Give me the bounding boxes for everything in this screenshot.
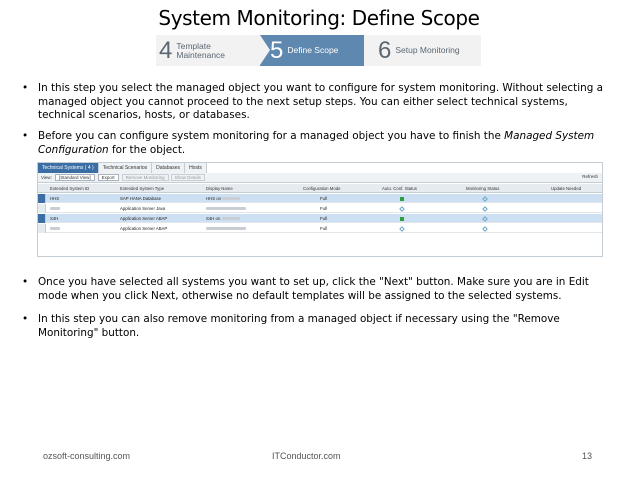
- system-type-cell: SAP HANA Database: [120, 196, 162, 201]
- monitoring-status-icon: [482, 206, 488, 212]
- redacted-text: [222, 197, 240, 200]
- monitoring-status-icon: [482, 216, 488, 222]
- step-number: 5: [270, 36, 284, 64]
- step-label: Setup Monitoring: [395, 45, 460, 55]
- step-label: Template: [176, 40, 211, 51]
- system-id-cell: HHS: [50, 196, 60, 201]
- bullet-marker: •: [22, 313, 29, 325]
- slide-title: System Monitoring: Define Scope: [158, 6, 480, 30]
- view-label: View:: [41, 175, 52, 180]
- redacted-text: [50, 207, 60, 210]
- step-label: Maintenance: [176, 49, 226, 60]
- bullet-select-managed-object: [22, 82, 612, 123]
- step-number: 6: [378, 36, 392, 64]
- technical-systems-table: [37, 162, 603, 257]
- export-button[interactable]: Export: [98, 174, 119, 181]
- column-header[interactable]: Extended System Type: [120, 186, 165, 191]
- bullet-text: In this step you can also remove monitoring from a managed object if necessary using the "Remove Monitoring" button.: [38, 313, 560, 339]
- redacted-text: [206, 207, 246, 210]
- column-header[interactable]: Configuration Mode: [303, 186, 341, 191]
- bullet-text: Before you can configure system monitoring for a managed object you have to finish the: [38, 130, 505, 142]
- setup-step-banner: [156, 35, 481, 66]
- redacted-text: [206, 227, 246, 230]
- table-header: [38, 184, 602, 193]
- config-mode-cell: Full: [320, 206, 327, 211]
- footer-left-text: ozsoft-consulting.com: [43, 451, 131, 461]
- row-selector[interactable]: [38, 214, 46, 223]
- empty-status-icon: [399, 226, 405, 232]
- bullet-text: for the object.: [108, 143, 186, 156]
- table-tabs: [38, 163, 207, 173]
- table-row[interactable]: [38, 214, 602, 223]
- config-mode-cell: Full: [320, 226, 327, 231]
- bullet-text: In this step you select the managed object you want to configure for system monitoring. Without selecting a managed object you cannot proceed to the next setup steps. You can either select technical systems, technical scenarios, hosts, or databases.: [38, 82, 603, 121]
- system-type-cell: Application Server ABAP: [120, 216, 168, 221]
- column-header[interactable]: Extended System ID: [50, 186, 90, 191]
- step-number: 4: [159, 36, 173, 64]
- bullet-marker: •: [22, 130, 29, 142]
- bullet-marker: •: [22, 276, 29, 288]
- system-type-cell: Application Server ABAP: [120, 226, 168, 231]
- step-setup-monitoring[interactable]: [364, 35, 481, 66]
- row-selector[interactable]: [38, 204, 46, 213]
- column-header[interactable]: Update Needed: [551, 186, 582, 191]
- tab-databases[interactable]: Databases: [152, 163, 185, 173]
- tab-technical-systems[interactable]: Technical Systems ( 4 ): [38, 163, 99, 173]
- column-header[interactable]: Display Name: [206, 186, 233, 191]
- footer-center-text: ITConductor.com: [272, 451, 341, 461]
- system-id-cell: S4H: [50, 216, 59, 221]
- bullet-marker: •: [22, 82, 29, 94]
- column-header[interactable]: Auto. Conf. Status: [382, 186, 417, 191]
- remove-monitoring-button[interactable]: Remove Monitoring: [122, 174, 169, 181]
- bullet-emphasis: Managed System Configuration: [38, 130, 595, 156]
- refresh-button[interactable]: Refresh: [582, 174, 598, 179]
- config-mode-cell: Full: [320, 196, 327, 201]
- view-select[interactable]: [Standard View]: [55, 174, 95, 181]
- system-type-cell: Application Server Java: [120, 206, 166, 211]
- tab-technical-scenarios[interactable]: Technical Scenarios: [99, 163, 152, 173]
- row-selector[interactable]: [38, 194, 46, 203]
- redacted-text: [222, 217, 240, 220]
- bullet-text: Once you have selected all systems you want to set up, click the "Next" button. Make sure you are in Edit mode when you click Next, otherwise no default templates will be assigned to the selected systems.: [38, 276, 589, 302]
- green-status-icon: [400, 197, 404, 201]
- row-selector[interactable]: [38, 224, 46, 233]
- table-toolbar: [38, 173, 602, 183]
- display-name-cell: S4H on: [206, 216, 221, 221]
- step-label: Define Scope: [287, 45, 339, 55]
- monitoring-status-icon: [482, 196, 488, 202]
- display-name-cell: HHS on: [206, 196, 222, 201]
- bullet-next-button: [22, 276, 612, 303]
- tab-hosts[interactable]: Hosts: [185, 163, 207, 173]
- show-details-button[interactable]: Show Details: [171, 174, 205, 181]
- table-row[interactable]: [38, 224, 602, 233]
- config-mode-cell: Full: [320, 216, 327, 221]
- bullet-managed-system-configuration: [22, 130, 612, 157]
- column-header[interactable]: Monitoring Status: [466, 186, 500, 191]
- empty-status-icon: [399, 206, 405, 212]
- table-row[interactable]: [38, 204, 602, 213]
- table-row[interactable]: [38, 194, 602, 203]
- bullet-remove-monitoring: [22, 313, 612, 340]
- monitoring-status-icon: [482, 226, 488, 232]
- step-define-scope[interactable]: [260, 35, 364, 66]
- green-status-icon: [400, 217, 404, 221]
- page-number: 13: [582, 451, 593, 461]
- redacted-text: [50, 227, 60, 230]
- step-template-maintenance[interactable]: [156, 35, 260, 66]
